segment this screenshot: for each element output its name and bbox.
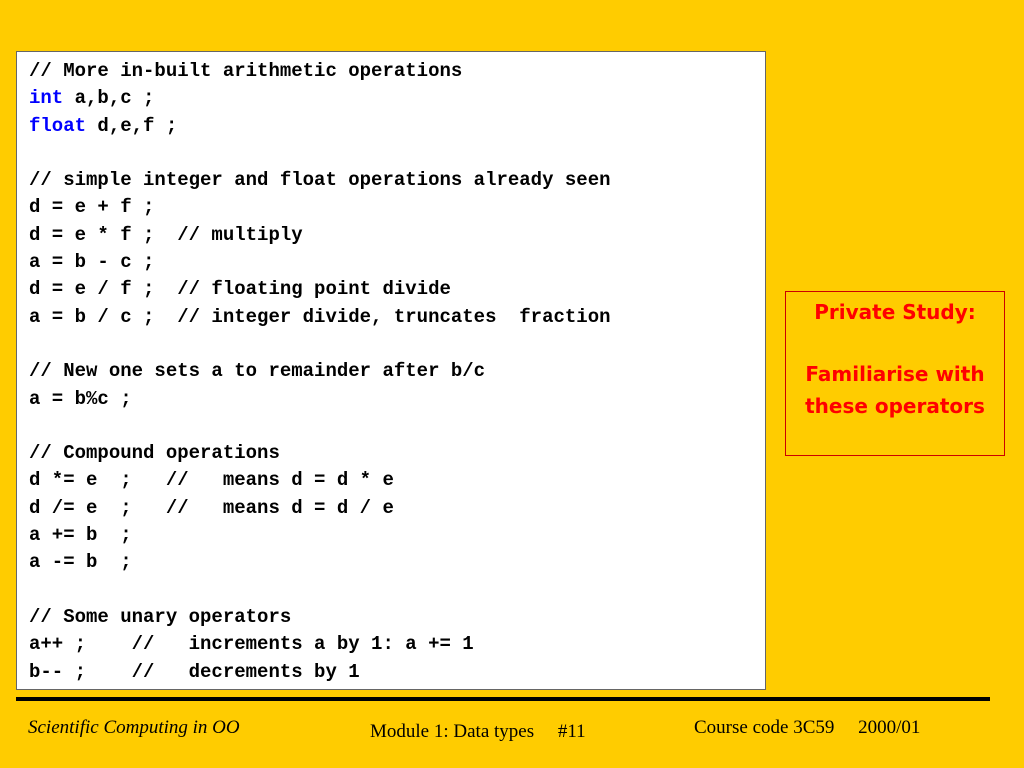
code-text: a = b%c ;	[29, 387, 132, 410]
code-line	[29, 631, 765, 658]
code-text: a -= b ;	[29, 551, 132, 574]
code-text: a += b ;	[29, 524, 132, 547]
code-line	[29, 276, 765, 303]
code-text: a++ ; // increments a by 1: a += 1	[29, 633, 474, 656]
code-line	[29, 522, 765, 549]
code-text: d,e,f ;	[86, 114, 178, 137]
code-line	[29, 304, 765, 331]
code-text: // Some unary operators	[29, 605, 292, 628]
code-line	[29, 222, 765, 249]
private-study-note	[785, 291, 1005, 456]
code-line	[29, 85, 765, 112]
code-line	[29, 549, 765, 576]
footer-divider	[16, 697, 990, 701]
code-text: // New one sets a to remainder after b/c	[29, 360, 486, 383]
code-panel	[16, 51, 766, 690]
code-line	[29, 140, 765, 167]
code-line	[29, 358, 765, 385]
code-keyword: int	[29, 87, 64, 110]
code-text: // More in-built arithmetic operations	[29, 60, 463, 82]
footer-module-slide: Module 1: Data types #11	[370, 721, 586, 742]
code-line	[29, 577, 765, 604]
code-text: a = b / c ; // integer divide, truncates fraction	[29, 305, 611, 328]
code-text: d /= e ; // means d = d / e	[29, 496, 394, 519]
code-line	[29, 113, 765, 140]
code-line	[29, 604, 765, 631]
code-text: d = e * f ; // multiply	[29, 223, 303, 246]
code-line	[29, 413, 765, 440]
code-line	[29, 167, 765, 194]
note-title: Private Study:	[814, 300, 976, 324]
note-body: Familiarise with these operators	[805, 362, 985, 418]
code-line	[29, 249, 765, 276]
code-keyword: float	[29, 114, 87, 137]
code-line	[29, 58, 765, 85]
code-line	[29, 467, 765, 494]
code-text: d = e + f ;	[29, 196, 155, 219]
code-line	[29, 194, 765, 221]
code-text: a = b - c ;	[29, 251, 155, 274]
code-text: // simple integer and float operations already seen	[29, 169, 611, 192]
code-line	[29, 331, 765, 358]
footer-course-code: Course code 3C59 2000/01	[694, 717, 921, 738]
code-text: a,b,c ;	[63, 87, 155, 110]
footer-course-title: Scientific Computing in OO	[28, 717, 240, 738]
code-line	[29, 440, 765, 467]
code-text: // Compound operations	[29, 442, 280, 465]
code-line	[29, 495, 765, 522]
code-text: d = e / f ; // floating point divide	[29, 278, 451, 301]
code-line	[29, 659, 765, 686]
code-line	[29, 386, 765, 413]
code-text: b-- ; // decrements by 1	[29, 660, 360, 683]
code-text: d *= e ; // means d = d * e	[29, 469, 394, 492]
